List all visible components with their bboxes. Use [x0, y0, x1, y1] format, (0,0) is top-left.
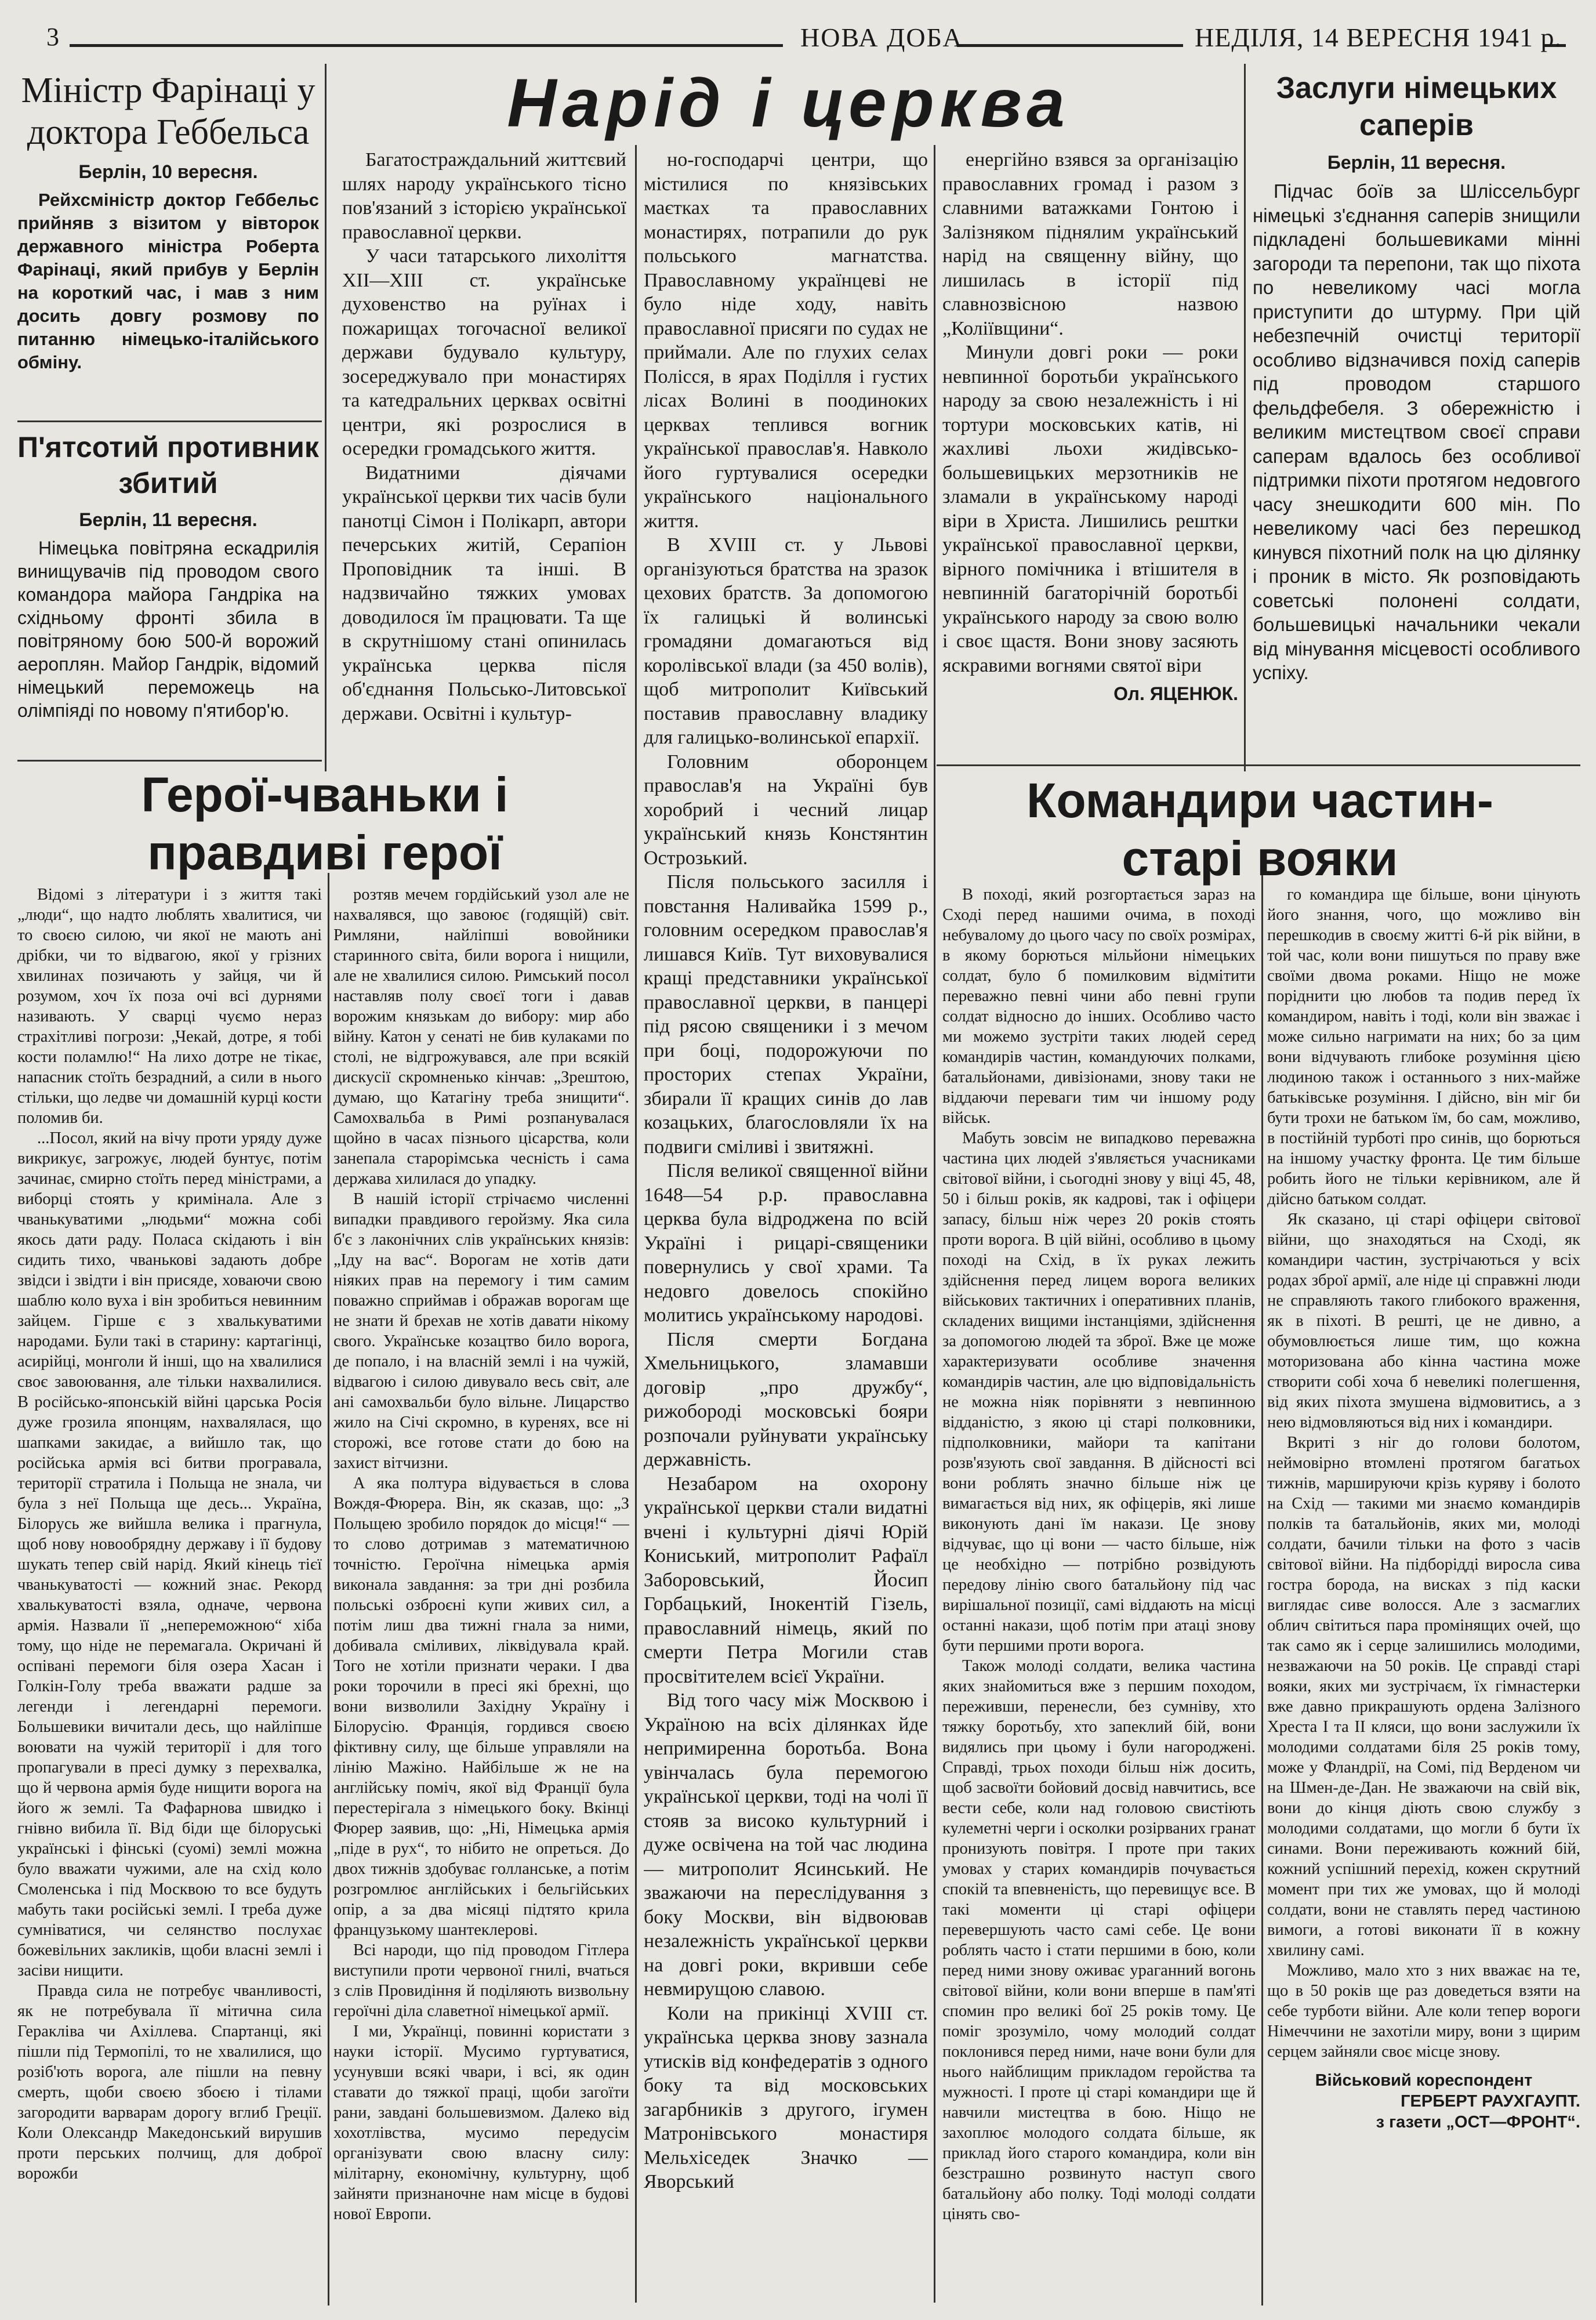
masthead-rule-left — [70, 44, 783, 47]
article-title-commanders: Командири частин- старі вояки — [1026, 773, 1493, 886]
masthead-rule-middle — [957, 44, 1183, 47]
newspaper-name: НОВА ДОБА — [800, 23, 963, 52]
article-title: Міністр Фарінаці у доктора Геббельса — [21, 71, 315, 152]
article-text: Рейхсміністр доктор Геббельс прийняв з візитом у вівторок державного міністра Роберта Фарінаці, який прибув у Берлін на короткий час, і мав з ним досить довгу розмову по питанню німецько-італійського обміну. — [17, 190, 319, 372]
article-500th-enemy — [17, 429, 319, 757]
church-column-3: енергійно взявся за організацію православних громад і разом з славними ватажками Гонтою і Залізняком піднялим український нарід на священну війну, що лишилась в історії під славнозвісною назвою „Коліївщини“. Минули довгі роки — роки невпинної боротьби українського народу за свою незалежність і ні тортури московських катів, ні жахливі льохи жидівсько-большевицьких мерзотників не зламали в українському народі віри в Христа. Лишились рештки української православної церкви, вірного помічника і втішителя в невпинній багаторічній боротьбі українського народу за свою волю і своє щастя. Вони знову засяють яскравими вогнями святої віри Ол. ЯЦЕНЮК. — [942, 148, 1238, 763]
commanders-column-1: В поході, який розгортається зараз на Сході перед нашими очима, в поході небувалому до цього часу по своїх розмірах, в якому борються мільйони німецьких солдат, було б помилковим відмітити переважно певні чини або певні групи солдат відносно до інших. Особливо часто ми можемо зустріти таких людей серед командирів частин, командуючих полками, батальйонами, дивізіонами, знову таки не віддаючи переваги тим чи іншому роду військ. Мабуть зовсім не випадково переважна частина цих людей з'являється учасниками світової війни, і сьогодні знову у віці 45, 48, 50 і більш років, як кадрові, так і офіцери запасу, більш ніж через 20 років стоять проти ворога. В цій війні, особливо в цьому поході на Схід, в їх руках лежить здійснення перед лицем ворога великих військових тактичних і оперативних планів, складених вищими інстанціями, здійснення за допомогою людей та зброї. Вже це може характеризувати особливе значення командирів частин, але цю відповідальність не можна ніяк порівняти з невпинною відданістю, з якою ці старі полковники, підполковники, майори та капітани розв'язують свої завдання. В дійсності всі вони роблять значно більше ніж це вимагається від них, як офіцерів, які лише виконують дані їм накази. Це знову відчуває, що ці вони — часто більше, ніж це необхідно — потрібно розвідують передову лінію свого батальйону під час вирішальної позиції, самі віддають на місці останні накази, щоб потім при атаці знову бути першими проти ворога. Також молоді солдати, велика частина яких знайомиться вже з першим походом, переживши, перенесли, без сумніву, хто тяжку боротьбу, хто запеклий бій, вони видялись при цьому і були нагороджені. Справді, трьох походи більш ніж досить, щоб засвоїти бойовий досвід навчитись, все вести себе, коли над головою свистіють кулеметні черги і осколки розірваних гранат пронизують повітря. І проте при таких умовах у старих командирів почувається спокій та впевненість, що перевищує все. В такі моменти ці старі офіцери перевершують часто самі себе. Це вони роблять часто і стати першими в бою, коли перед ними знову оживає ураганний вогонь світової війни, коли вони вперше в пам'яті спомин про великі бої 25 років тому. Це поміг зрозуміло, чому молодий солдат поклонився перед ними, наче вони були для нього найблищим прикладом геройства та мужності. І проте ці старі командири ще й навчили мистецтва в бою. Ніщо не захоплює молодого солдата більше, як приклад його старого командира, коли він безстрашно розвинуто наступ свого батальйону або полку. Тоді молоді солдати цінять сво- — [942, 886, 1256, 2223]
commanders-signature: Військовий кореспондент ГЕРБЕРТ РАУХГАУПТ. з газети „ОСТ—ФРОНТ“. — [1315, 2071, 1580, 2132]
article-title-heroes: Герої-чваньки і правдиві герої — [141, 767, 509, 880]
article-dateline: Берлін, 11 вересня. — [79, 509, 257, 530]
article-text: Підчас боїв за Шліссельбург німецькі з'єднання саперів знищили підкладені большевиками мінні загороди та перепони, так що піхота по невеликому часі могла приступити до штурму. При цій небезпечній очистці території особливо відзначився похід саперів під проводом старшого фельдфебеля. З обережністю і великим мистецтвом своєї справи саперам вдалось без особливої підтримки піхоти протягом недовгого часу знешкодити 600 мін. По невеликому часі без перешкод кинувся піхотний полк на цю ділянку і проник в місто. Як розповідають советські полонені солдати, большевицькі начальники чекали від мінування місцевості особливого успіху. — [1253, 180, 1580, 683]
article-dateline: Берлін, 11 вересня. — [1327, 152, 1506, 173]
article-farinacci — [17, 70, 319, 418]
column-rule — [635, 145, 637, 2303]
church-column-2: но-господарчі центри, що містилися по князівських маєтках та православних монастирях, потрапили до рук польського магнатства. Православному українцеві не було ніде ходу, навіть православної присяги по судах не приймали. Але по глухих селах Полісся, в ярах Поділля і густих лісах Волині в поодиноких церквах теплився вогник української православ'я. Навколо його гуртувалися осередки українського національного життя. В XVIII ст. у Львові організуються братства на зразок цехових братств. За допомогою їх галицькі й волинські громадяни домагаються від королівської влади (за 450 волів), щоб митрополит Київський поставив православну владику для галицько-волинської епархії. Головним оборонцем православ'я на Україні був хоробрий і чесний лицар український князь Констянтин Острозький. Після польського засилля і повстання Наливайка 1599 р., головним осередком православ'я лишався Київ. Тут виховувалися кращі представники української православної церкви, в панцері під рясою священики і з мечом при боці, подорожуючи по просторих степах України, збирали її кращих синів до лав козацьких, благословляли їх на подвиги сміливі і звитяжні. Після великої священної війни 1648—54 р.р. православна церква була відроджена по всій Україні і рицарі-священики повернулись у свої храми. Та недовго довелось спокійно молитись українському народові. Після смерти Богдана Хмельницького, зламавши договір „про дружбу“, рижобороді московські бояри розпочали руйнувати українську державність. Незабаром на охорону української церкви стали видатні вчені і культурні діячі Юрій Кониський, митрополит Рафаїл Заборовський, Йосип Горбацький, Інокентій Гізель, православний німець, який по смерти Петра Могили став просвітителем всієї України. Від того часу між Москвою і Україною на всіх ділянках йде непримиренна боротьба. Вона увінчалась була перемогою української церкви, тоді на чолі її стояв за високо культурний і дуже освічена на той час людина — митрополит Ясинський. Не зважаючи на переслідування з боку Москви, він відвоював незалежність української церкви на довгі роки, вкривши себе невмирущою славою. Коли на прикінці XVIII ст. українська церква знову зазнала утисків від конфедератів з одного боку та від московських загарбників з другого, ігумен Матронівського монастиря Мельхіседек Значко — Яворський — [644, 149, 928, 2192]
church-signature: Ол. ЯЦЕНЮК. — [1113, 683, 1238, 704]
heroes-column-2: розтяв мечем гордійський узол але не нахвалявся, що завоює (годящій) світ. Римляни, найліпші вовойники старинного світа, били ворога і нищили, але не хвалилися силою. Римський посол наставляв полу своєї тоги і давав ворожим князькам до вибору: мир або війну. Катон у сенаті не бив кулаками по столі, не відгрожувався, але при всякій дискусії скромненько кінчав: „Зрештою, думаю, що Катагіну треба знищити“. Самохвальба в Римі розпанувалася щойно в часах пізнього цісарства, коли занепала старорімська чесність і сама держава хилилася до упадку. В нашій історії стрічаємо численні випадки правдивого геройзму. Яка сила б'є з лаконічних слів українських князів: „Іду на вас“. Ворогам не хотів дати ніяких прав на перемогу і тим самим поважно сприймав і ображав ворогам ще не знати й брехав не хотів давати нікому свого. Українське козацтво било ворога, де попало, і на власній землі і на чужій, відвагою і силою дивувало весь світ, але ані самохвальби було вільне. Лицарство жило на Січі скромно, в куренях, все ні сторожі, все готове стати до бою на захист вітчизни. А яка полтура відувається в слова Вождя-Фюрера. Він, як сказав, що: „З Польщею зробило порядок до місця!“ — то слово дотримав з математичною точністю. Героїчна німецька армія виконала завдання: за три дні розбила польські озброєні купи живих сил, а потім лиш два тижні гнала за ними, добивала сміливих, ліквідувала край. Того не хотіли признати чераки. І два роки торочили в пресі які брехні, що вони визволили Західну Україну і Білорусію. Франція, гордився своєю фіктивну силу, ще більше управляли на лінію Мажіно. Найбільше ж не на англійську поміч, якої від Франції була перестерігала з німецького боку. Вкінці Фюрер заявив, що: „Ні, Німецька армія „піде в рух“, то нібито не опреться. До двох тижнів здобуває голланське, а потім розгромлює англійських і бельгійських опір, а за два місяці підтято крила французькому шантеклерові. Всі народи, що під проводом Гітлера виступили проти червоної гнилі, вчаться з слів Провидіння й поділяють визвольну героїчні діла славетної німецької армії. І ми, Українці, повинні користати з науки історії. Мусимо гуртуватися, усунувши всякі чвари, і всі, як один ставати до тяжкої праці, щоби загоїти рани, завдані большевизмом. Далеко від хохотлівства, мусимо передусім організувати свою власну силу: мілітарну, економічну, культурну, щоб зайняти признаночне нам місце в будові нової Европи. — [333, 886, 629, 2223]
church-column-1: Багатостраждальний життєвий шлях народу українського тісно пов'язаний з історією української православної церкви. У часи татарського лихоліття XII—XIII ст. українське духовенство на руїнах і пожарищах тогочасної великої держави будувало культуру, зосереджувало при монастирях та катедральних церквах освітні центри, які розрослися в осередки громадського життя. Видатними діячами української церкви тих часів були панотці Сімон і Полікарп, автори печерських житій, Серапіон Проповідник та інші. В надзвичайно тяжких умовах доводилося їм працювати. Та ще в скрутнішому стані опинилась українська церква після об'єднання Польсько-Литовської держави. Освітні і культур- — [342, 149, 626, 724]
heroes-column-1: Відомі з літератури і з життя такі „люди“, що надто люблять хвалитися, чи то своєю силою, чи якої не мають ані дрібки, чи то відвагою, якої у грізних хвилинах позичають у зайця, чи й розумом, хоч їх поза очі всі дурнями називають. У сварці чуємо нераз страхітливі погрози: „Чекай, дотре, я тобі кости поламлю!“ На лихо дотре не тікає, напасник стоїть безрадний, а сили в нього стільки, що ледве чи домашній курці кости поломив би. ...Посол, який на вічу проти уряду дуже викрикує, загрожує, людей бунтує, потім зачинає, смирно стоїть перед міністрами, а виборці стоять у кримінала. Але з чванькуватими „людьми“ можна собі якось дати раду. Поласа скідають і він сидить тихо, чванькові задають добре звідси і звідти і він присяде, ховаючи свою шаблю коло вуха і він зробиться невинним зайцем. Гірше є з хвалькуватими народами. Були такі в старину: картагінці, асирійці, монголи й інші, що на хвалилися своє завоювання, але тільки нахвалилися. В російсько-японській війні царська Росія дуже грозила японцям, нахвалялася, що шапками закидає, а вийшло так, що російська армія всі битви програвала, території стратила і Польща не знала, чи була з неї Польща ще десь... Україна, Білорусь же вийшла велика і прагнула, щоб нову новообрядну державу і її будову шукать тепер свій нарід. Який кінець тієї чванькуватості — кожний знає. Рекорд хвалькуватості взяла, одначе, червона армія. Назвали її „непереможною“ хіба тому, що ніде не перемагала. Окричані й оспівані перемоги біля озера Хасан і Голкін-Голу треба вважати радше за легенди і легендарні перемоги. Большевики вичитали десь, що найліпше воювати на чужій території і для того пропагували в пресі думку з перехвалка, що й червона армія буде нищити ворога на його ж землі. Та Фафарнова швидко і гнівно вибила її. Від біди ще білоруські українські і фінські (суомі) землі можна було вважати чужими, але на схід коло Смоленська і під Москвою то все будуть мабуть таки російські землі. І треба дуже сумніватися, чи селянство послухає божевільних закликів, щоби власні землі і засіви нищити. Правда сила не потребує чванливості, як не потребувала її мітична сила Геракліва чи Ахіллева. Спартанці, які пішли під Термопілі, то не хвалилися, що розіб'ють ворога, але пішли на певну смерть, щоби своєю збоєю і тілами загородити варварам дорогу вглиб Греції. Коли Олександр Македонський вирушив проти перських полчищ, для доброї ворожби — [17, 886, 322, 2183]
column-rule — [1261, 873, 1263, 2306]
section-rule — [17, 420, 322, 422]
article-sappers — [1253, 70, 1580, 760]
section-rule — [17, 760, 322, 762]
page-number: 3 — [46, 23, 59, 51]
column-rule — [1244, 64, 1246, 771]
article-text: Німецька повітряна ескадрилія винищувачів під проводом свого командора майора Гандріка на східньому фронті збила в повітряному бою 500-й ворожий аероплян. Майор Гандрік, відомий німецький переможець на олімпіяді по новому п'ятибор'ю. — [17, 538, 319, 721]
article-title-church: Нарід і церква — [507, 65, 1071, 142]
commanders-column-2: го командира ще більше, вони цінують його знання, чого, що можливо він перешкодив в своєму житті 6-й рік війни, в той час, коли вони пишуться по праву вже своїми двома роками. Ніщо не може поріднити цю любов та подив перед їх командиром, навіть і тоді, коли він зважає і може сильно нагримати на них; бо за цим вони відчувають глибоке розуміння цією людиною також і останнього з них-майже батьківське розуміння. І дійсно, він міг би бути трохи не батьком їм, бо сам, можливо, в постійній турботі про синів, що борються на іншому участку фронта. Це тим більше робить його не тільки керівником, але й дійсно батьком солдат. Як сказано, ці старі офіцери світової війни, що знаходяться на Сході, як командири частин, зустрічаються у всіх родах зброї армії, але ніде ці справжні люди не справляють такого глибокого враження, як в піхоті. В решті, це не дивно, а обумовлюється лише тим, що кожна моторизована або кінна частина може створити собі хоча б невеликі полегшення, від яких піхота змушена відмовитись, а з нею відмовляються від них і командири. Вкриті з ніг до голови болотом, неймовірно втомлені протягом багатьох тижнів, маршируючи крізь куряву і болото на Схід — такими ми знаємо командирів полків та батальйонів, яких ми, молоді солдати, бачили тільки на фото з часів світової війни. На підборідді виросла сива гостра борода, на висках з під каски виглядає сиве волосся. Але з засмаглих облич світиться пара промінящих очей, що так само як і серце залишились молодими, незважаючи на 50 років. Це справді старі вояки, яких ми зустрічаєм, їх гімнастерки вже давно прикрашують ордена Залізного Хреста І та ІІ кляси, що вони заслужили їх молодими солдатами біля 25 років тому, може у Фландрії, на Сомі, під Верденом чи на Шмен-де-Дан. Не зважаючи на свій вік, вони до кінця діють свою службу з молодими солдатами, що могли б бути їх синами. Вони переживають кожний бій, кожний успішний перехід, кожен скрутний момент при тих же умовах, що й молоді солдати, вони не ставлять перед частиною вимоги, а готові виконати її в кожну хвилину самі. Можливо, мало хто з них вважає на те, що в 50 років ще раз доведеться взяти на себе турботи війни. Але коли тепер вороги Німеччини не захотіли миру, вони з щирим серцем зайняли своє місце знову. Військовий кореспондент ГЕРБЕРТ РАУХГАУПТ. з газети „ОСТ—ФРОНТ“. — [1267, 886, 1580, 2132]
column-rule — [325, 64, 327, 771]
masthead — [35, 22, 1566, 63]
article-dateline: Берлін, 10 вересня. — [78, 161, 258, 182]
column-rule — [934, 145, 935, 2303]
article-title: П'ятсотий противник збитий — [17, 431, 319, 499]
article-title: Заслуги німецьких саперів — [1276, 71, 1557, 142]
column-rule — [328, 873, 329, 2306]
section-rule — [937, 764, 1580, 766]
issue-date: НЕДІЛЯ, 14 ВЕРЕСНЯ 1941 р. — [1195, 23, 1562, 52]
